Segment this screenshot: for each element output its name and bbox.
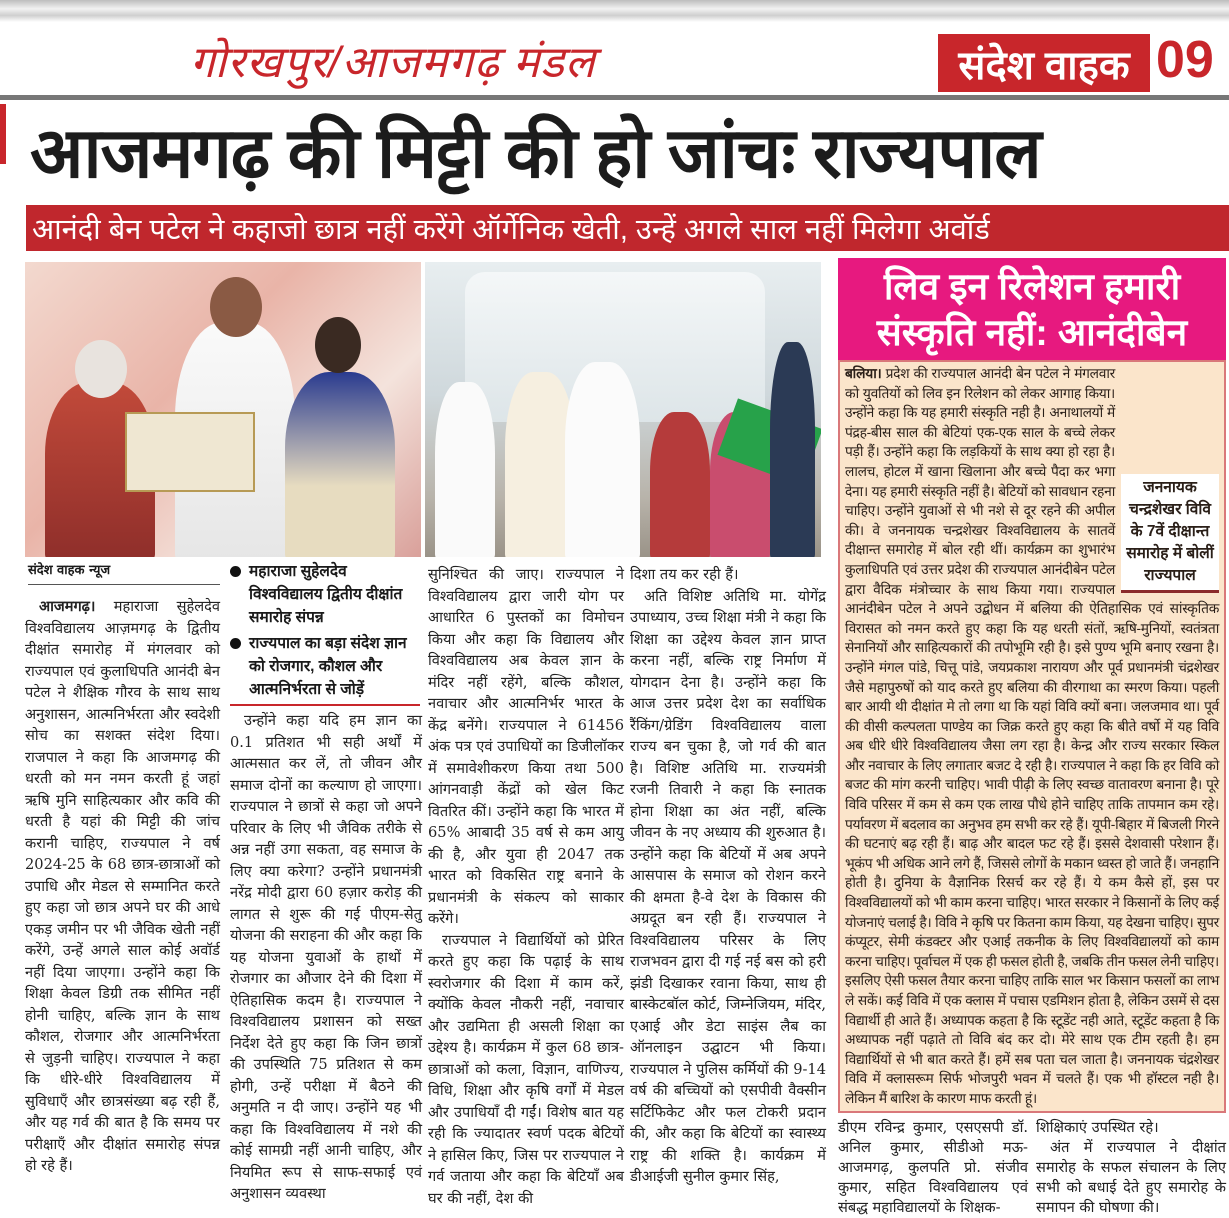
top-band: [0, 0, 1229, 22]
header-divider: [0, 95, 1229, 100]
photo-governor-awarding-student: [25, 262, 421, 557]
sidebar-inset-caption: जननायक चन्द्रशेखर विवि के 7वें दीक्षान्त समारोह में बोलीं राज्यपाल: [1121, 474, 1219, 593]
article-column-5: डीएम रविन्द्र कुमार, एसएसपी डॉ. अनिल कुमार, सीडीओ मऊ-आजमगढ़, कुलपति प्रो. संजीव कुमार, सहित विश्वविद्यालय एवं संबद्ध महाविद्यालयों के शिक्षक-: [838, 1118, 1028, 1216]
page-number: 09: [1156, 31, 1214, 89]
article-column-3: सुनिश्चित की जाए। राज्यपाल ने विश्वविद्यालय द्वारा जारी योग पर आधारित 6 पुस्तकों का विमोचन किया और कहा कि विद्यालय और विश्वविद्यालय अब केवल ज्ञान के मंदिर नहीं रहेंगे, बल्कि कौशल, नवाचार और आत्मनिर्भर भारत के केंद्र बनेंगे। राज्यपाल ने 61456 अंक पत्र एवं उपाधियों का डिजीलॉकर में समावेशीकरण किया तथा 500 आंगनवाड़ी केंद्रों को खेल किट वितरित कीं। उन्होंने कहा कि भारत में 65% आबादी 35 वर्ष से कम आयु की है, और युवा ही 2047 तक भारत को विकसित राष्ट्र बनाने के प्रधानमंत्री के संकल्प को साकार करेंगे। राज्यपाल ने विद्यार्थियों को प्रेरित करते हुए कहा कि पढ़ाई के साथ स्वरोजगार की दिशा में काम करें, क्योंकि केवल नौकरी नहीं, नवाचार और उद्यमिता ही असली शिक्षा का उद्देश्य है। कार्यक्रम में कुल 68 छात्र-छात्राओं को कला, विज्ञान, वाणिज्य, विधि, शिक्षा और कृषि वर्गों में मेडल और उपाधियाँ दी गईं। विशेष बात यह रही कि ज्यादातर स्वर्ण पदक बेटियों ने हासिल किए, जिस पर राज्यपाल ने गर्व जताया और कहा कि बेटियाँ अब घर की नहीं, देश की: [428, 566, 624, 1207]
sidebar-text: प्रदेश की राज्यपाल आनंदी बेन पटेल ने मंगलवार को युवतियों को लिव इन रिलेशन को लेकर आगाह किया। उन्होंने कहा कि यह हमारी संस्कृति नही है। अनाथालयों में पंद्रह-बीस साल की बेटियां एक-एक साल के बच्चे लेकर पड़ी हैं। उन्होंने कहा कि लड़कियों के साथ क्या हो रहा है। लालच, होटल में खाना खिलाना और बच्चे पैदा कर भगा देना। यह हमारी संस्कृति नहीं है। बेटियों को सावधान रहना चाहिए। उन्होंने युवाओं से भी नशे से दूर रहने की अपील की। वे जननायक चन्द्रशेखर विश्वविद्यालय के सातवें दीक्षान्त समारोह में बोल रही थीं। कार्यक्रम का शुभारंभ कुलाधिपति एवं उत्तर प्रदेश की राज्यपाल आनंदीबेन पटेल द्वारा वैदिक मंत्रोच्चार के साथ किया गया। राज्यपाल आनंदीबेन पटेल ने अपने उद्बोधन में बलिया की ऐतिहासिक एवं सांस्कृतिक विरासत को नमन करते हुए कहा कि यह धरती संतों, ऋषि-मुनियों, स्वतंत्रता सेनानियों और साहित्यकारों की तपोभूमि रही है। इसे पुण्य भूमि बनाए रखना है। उन्होंने मंगल पांडे, चित्तू पांडे, जयप्रकाश नारायण और पूर्व प्रधानमंत्री चंद्रशेखर जैसे महापुरुषों को याद करते हुए बलिया की वीरगाथा का स्मरण किया। पहली बार आयी थी दीक्षांत मे तो लगा था कि यहां विवि क्यों बना। जलजमाव था। पूर्व की वीसी कल्पलता पाण्डेय का जिक्र करते हुए कहा कि बीते वर्षो में यह विवि अब धीरे धीरे विश्वविद्यालय जैसा लग रहा है। केन्द्र और राज्य सरकार स्किल और नवाचार के लिए लगातार बजट दे रही है। राज्यपाल ने कहा कि हर विवि को बजट की मांग करनी चाहिए। भावी पीढ़ी के लिए स्वच्छ वातावरण बनाना है। पूरे विवि परिसर में कम से कम एक लाख पौधे होने चाहिए ताकि तापमान कम रहे। पर्यावरण में बदलाव का अनुभव हम सभी कर रहे हैं। यूपी-बिहार में बिजली गिरने की घटनाएं बढ़ रही हैं। बाढ़ और बादल फट रहे हैं। इससे देशवासी परेशान हैं। भूकंप भी अधिक आने लगे हैं, जिससे लोगों के मकान ध्वस्त हो जाते हैं। जनहानि होती है। दुनिया के वैज्ञानिक रिसर्च कर रहे हैं। ये कम कैसे हों, इस पर विश्वविद्यालयों को भी काम करना चाहिए। भारत सरकार ने किसानों के लिए कई योजनाएं चलाई है। विवि ने कृषि पर कितना काम किया, यह देखना चाहिए। सुपर कंप्यूटर, सेमी कंडक्टर और एआई तकनीक के लिए विश्वविद्यालयों को काम करना चाहिए। पूर्वाचल में एक ही फसल होती है, जबकि तीन फसल लेनी चाहिए। इसलिए ऐसी फसल तैयार करना चाहिए ताकि साल भर किसान फसलों का लाभ ले सकें। कई विवि में एक क्लास में पचास एडमिशन होता है, लेकिन उसमें से दस विद्यार्थी ही आते हैं। अध्यापक कहता है कि स्टूडेंट नही आते, स्टूडेंट कहता है कि अध्यापक नहीं पढ़ाते तो विवि बंद कर दो। मेरे साथ एक टीम रहती है। हम विद्यार्थियों से भी बात करते हैं। हमें सब पता चल जाता है। जननायक चंद्रशेखर विवि में क्लासरूम सिर्फ भोजपुरी भवन में चलते हैं। एक भी हॉस्टल नही है। लेकिन मैं बारिश के कारण माफ करती हूं।: [845, 366, 1219, 1106]
bullet-divider: [230, 704, 420, 706]
article-column-4: दिशा तय कर रही हैं। अति विशिष्ट अतिथि मा. योगेंद्र उपाध्याय, उच्च शिक्षा मंत्री ने कहा कि शिक्षा का उद्देश्य केवल ज्ञान प्राप्त करना नहीं, बल्कि राष्ट्र निर्माण में योगदान देना है। उन्होंने कहा कि आज उत्तर प्रदेश देश का सर्वाधिक रैंकिंग/ग्रेडिंग विश्वविद्यालय वाला राज्य बन चुका है, जो गर्व की बात है। विशिष्ट अतिथि मा. राज्यमंत्री रजनी तिवारी ने कहा कि स्नातक होना शिक्षा का अंत नहीं, बल्कि जीवन के नए अध्याय की शुरुआत है। उन्होंने कहा कि बेटियों में अब अपने आसपास के समाज को रोशन करने की क्षमता है-वे देश के विकास की अग्रदूत बन रही हैं। राज्यपाल ने विश्वविद्यालय परिसर के लिए राजभवन द्वारा दी गई नई बस को हरी झंडी दिखाकर रवाना किया, साथ ही बास्केटबॉल कोर्ट, जिम्नेजियम, मंदिर, एआई और डेटा साइंस लैब का ऑनलाइन उद्घाटन भी किया। राज्यपाल ने पुलिस कर्मियों की 9-14 वर्ष की बच्चियों को एसपीवी वैक्सीन सर्टिफिकेट और फल टोकरी प्रदान की, और कहा कि बेटियों का स्वास्थ्य राष्ट्र की शक्ति है। कार्यक्रम में डीआईजी सुनील कुमार सिंह,: [630, 566, 826, 1185]
dateline: आजमगढ़।: [39, 598, 96, 615]
sidebar-story-headline: लिव इन रिलेशन हमारी संस्कृति नहीं: आनंदीबेन: [838, 258, 1226, 360]
sub-headline: आनंदी बेन पटेल ने कहाजो छात्र नहीं करेंगे ऑर्गेनिक खेती, उन्हें अगले साल नहीं मिलेगा अवॉर्ड: [32, 213, 990, 246]
right-column-stack: [838, 258, 1226, 1218]
bullet-item: महाराजा सुहेलदेव विश्वविद्यालय द्वितीय दीक्षांत समारोह संपन्न: [230, 560, 422, 629]
article-text: महाराजा सुहेलदेव विश्वविद्यालय आज़मगढ़ के द्वितीय दीक्षांत समारोह में मंगलवार को राज्यपाल एवं कुलाधिपति आनंदी बेन पटेल ने शैक्षिक गौरव के साथ साथ अनुशासन, आत्मनिर्भरता और स्वदेशी सोच का सशक्त संदेश दिया। राजपाल ने कहा कि आजमगढ़ की धरती को मन नमन करती हूं जहां ऋषि मुनि साहित्यकार और कवि की धरती है यहां की मिट्टी की जांच करानी चाहिए, राज्यपाल ने वर्ष 2024-25 के 68 छात्र-छात्राओं को उपाधि और मेडल से सम्मानित करते हुए कहा जो छात्र अपने घर की आधे एकड़ जमीन पर भी जैविक खेती नहीं करेंगे, उन्हें अगले साल कोई अवॉर्ड नहीं दिया जाएगा। उन्होंने कहा कि शिक्षा केवल डिग्री तक सीमित नहीं होनी चाहिए, बल्कि ज्ञान के साथ कौशल, रोजगार और आत्मनिर्भरता से जुड़नी चाहिए। राज्यपाल ने कहा कि धीरे-धीरे विश्वविद्यालय में सुविधाएँ और छात्रसंख्या बढ़ रही हैं, और यह गर्व की बात है कि समय पर परीक्षाएँ और दीक्षांत समारोह संपन्न हो रहे हैं।: [25, 598, 220, 1174]
photo-credit: संदेश वाहक न्यूज: [28, 560, 220, 585]
highlight-bullets: [230, 560, 422, 701]
article-column-1: [25, 596, 220, 1177]
article-column-2: उन्होंने कहा यदि हम ज्ञान का 0.1 प्रतिशत भी सही अर्थों में आत्मसात कर लें, तो जीवन और समाज दोनों का कल्याण हो जाएगा। राज्यपाल ने छात्रों से कहा जो अपने परिवार के लिए भी जैविक तरीके से अन्न नहीं उगा सकता, वह समाज के लिए क्या करेगा? उन्होंने प्रधानमंत्री नरेंद्र मोदी द्वारा 60 हज़ार करोड़ की लागत से शुरू की गई पीएम-सेतु योजना की सराहना की और कहा कि यह योजना युवाओं के हाथों में रोजगार का औजार देने की दिशा में ऐतिहासिक कदम है। राज्यपाल ने विश्वविद्यालय प्रशासन को सख्त निर्देश देते हुए कहा कि जिन छात्रों की उपस्थिति 75 प्रतिशत से कम होगी, उन्हें परीक्षा में बैठने की अनुमति न दी जाए। उन्होंने यह भी कहा कि विश्वविद्यालय में नशे की कोई सामग्री नहीं आनी चाहिए, और नियमित रूप से साफ-सफाई एवं अनुशासन व्यवस्था: [230, 712, 422, 1202]
article-bottom-columns: [838, 1118, 1226, 1218]
photo-flag-off-bus: [425, 262, 821, 557]
bullet-item: राज्यपाल का बड़ा संदेश ज्ञान को रोजगार, कौशल और आत्मनिर्भरता से जोड़ें: [230, 632, 422, 701]
column-2-stack: [230, 560, 422, 1205]
edge-marker: [0, 104, 6, 164]
section-title: गोरखपुर/आजमगढ़ मंडल: [190, 38, 596, 87]
sidebar-dateline: बलिया।: [845, 366, 882, 381]
article-column-6: शिक्षिकाएं उपस्थित रहे। अंत में राज्यपाल ने दीक्षांत समारोह के सफल संचालन के लिए सभी को बधाई देते हुए समारोह के समापन की घोषणा की।: [1036, 1118, 1226, 1216]
sub-headline-banner: [26, 205, 1229, 251]
main-headline: आजमगढ़ की मिट्टी की हो जांचः राज्यपाल: [30, 114, 1041, 192]
masthead-logo: संदेश वाहक: [938, 34, 1150, 92]
sidebar-story-body: [838, 360, 1226, 1113]
